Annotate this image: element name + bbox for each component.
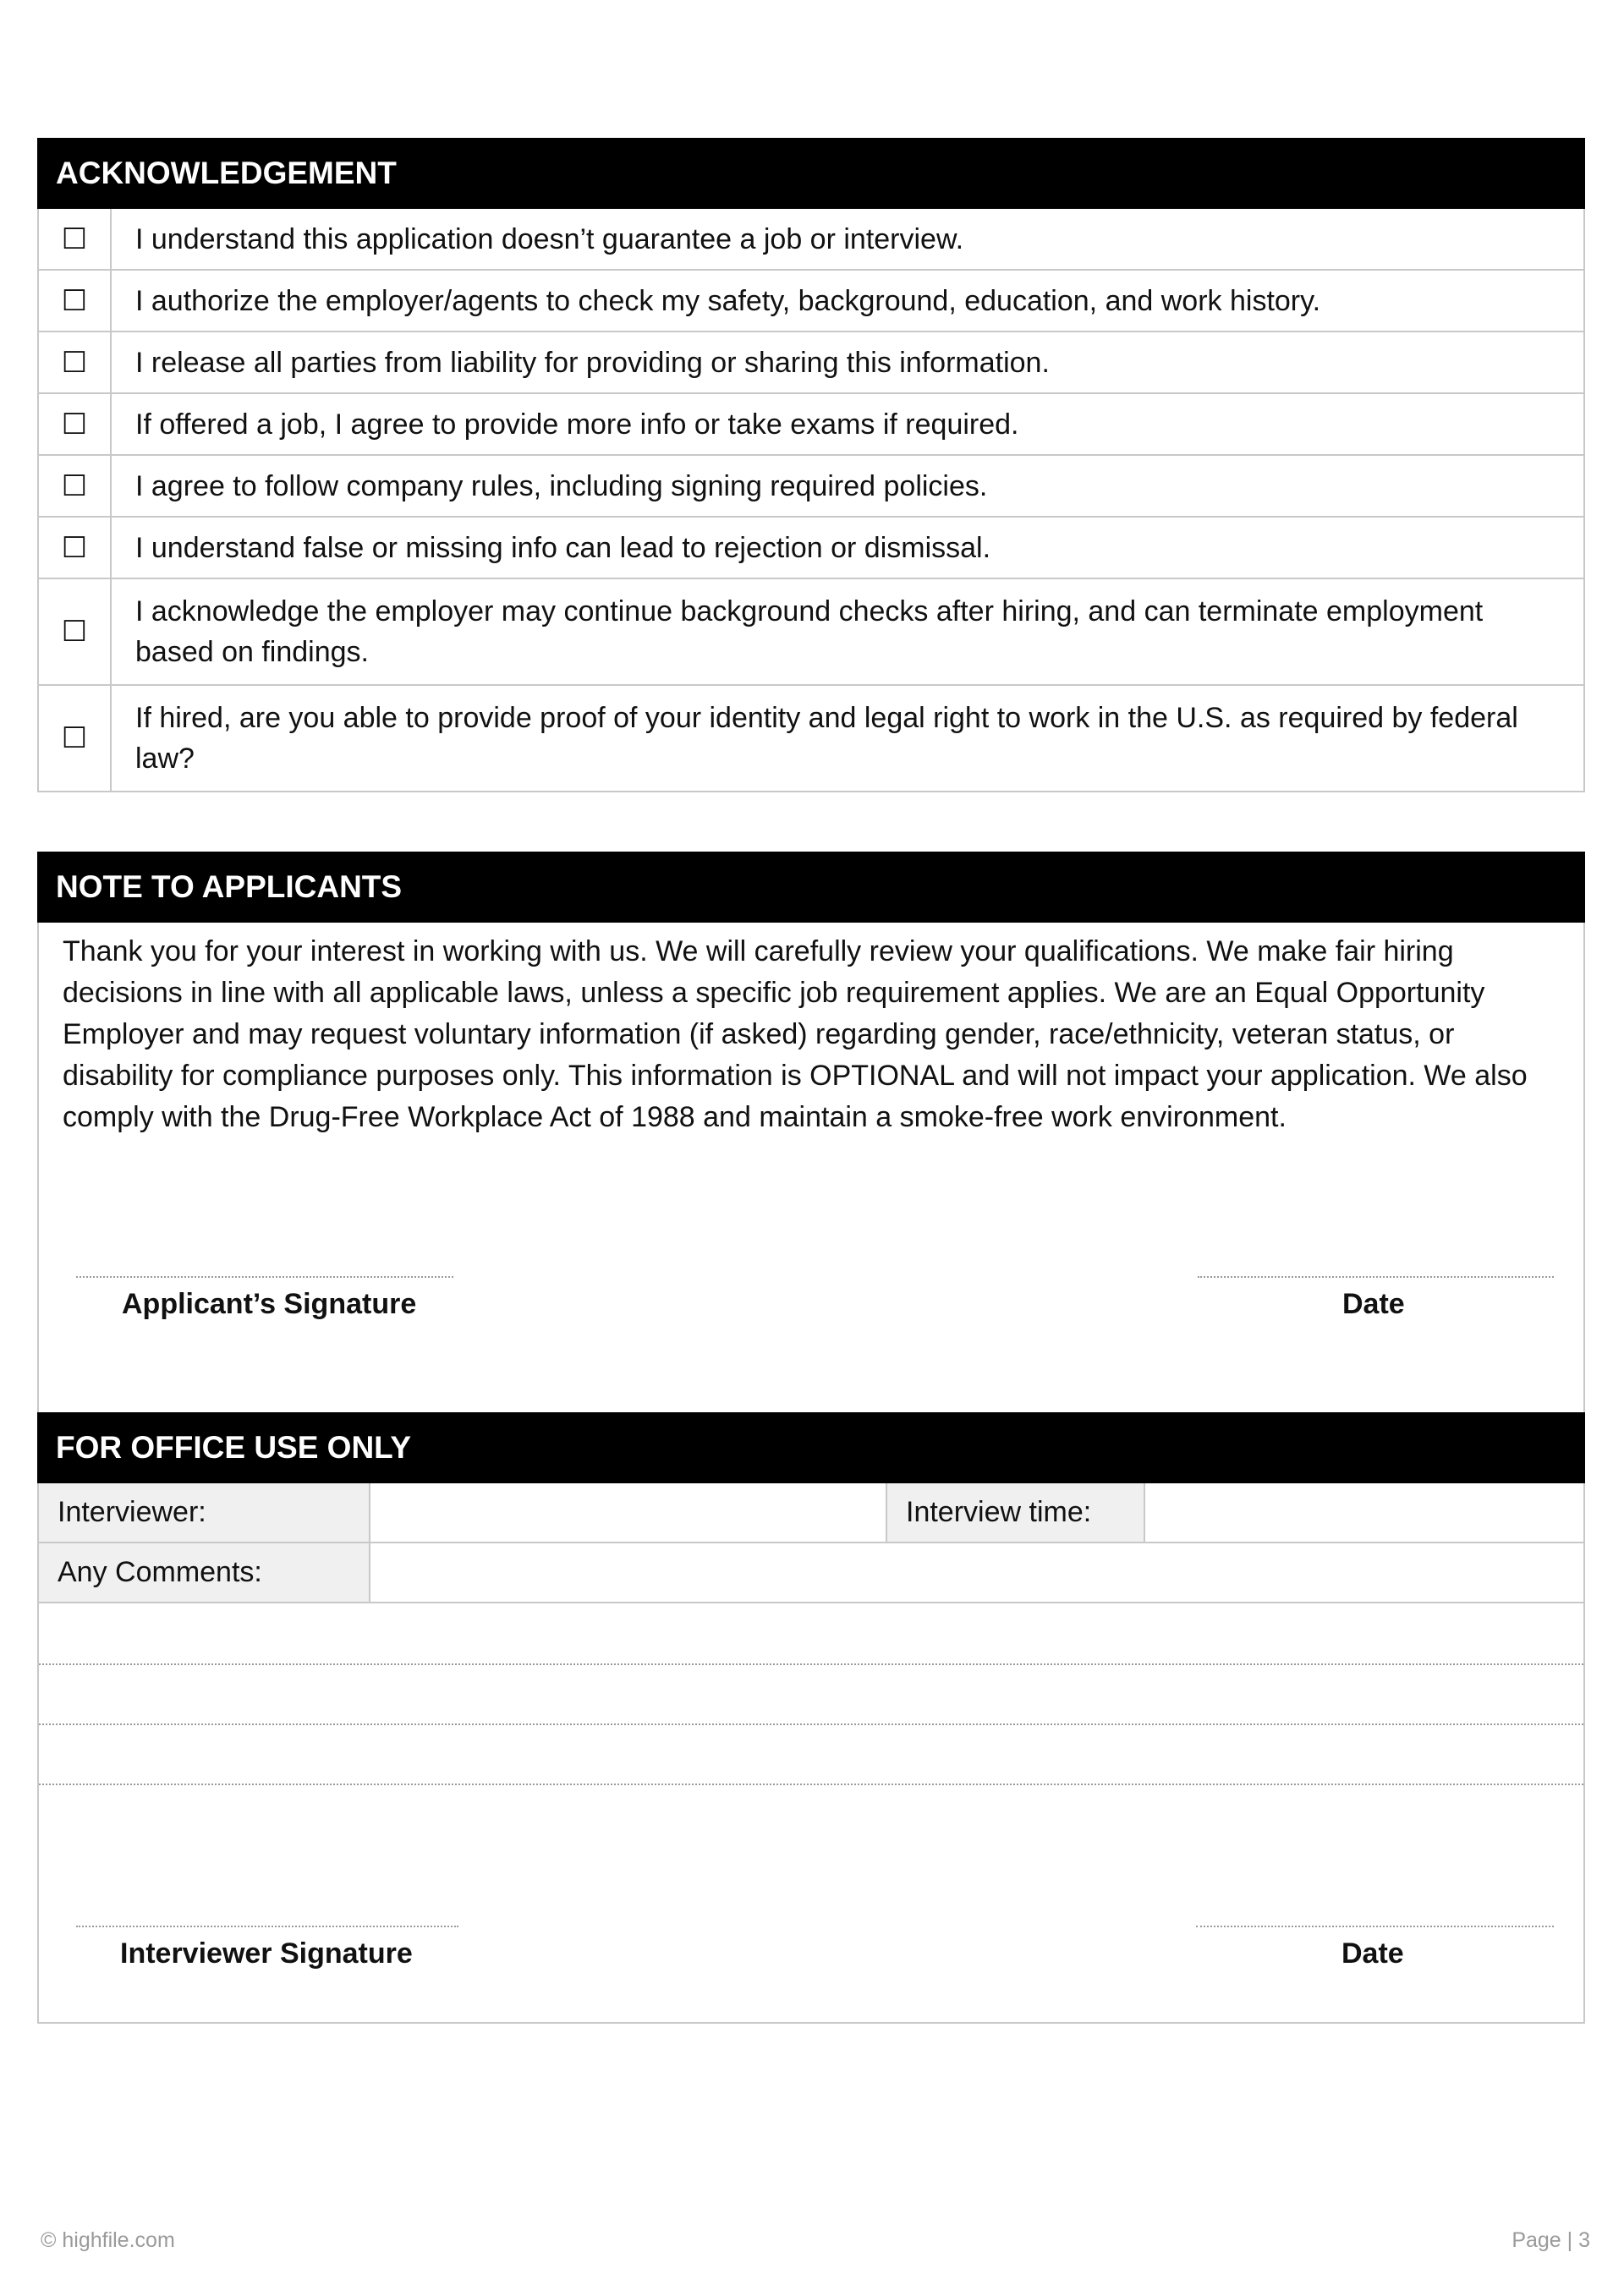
ack-item-text: If hired, are you able to provide proof of your identity and legal right to work in the U.S. as required by federal law? <box>135 702 1518 775</box>
interviewer-row <box>39 1483 1583 1543</box>
checkbox[interactable]: ☐ <box>39 686 112 791</box>
note-section <box>37 852 1585 1423</box>
checkbox[interactable]: ☐ <box>39 394 112 454</box>
applicant-signature-line[interactable] <box>76 1276 453 1278</box>
footer-copyright: © highfile.com <box>41 2228 175 2252</box>
office-section <box>37 1412 1585 2024</box>
interviewer-date-label: Date <box>1341 1937 1404 1970</box>
comments-label: Any Comments: <box>39 1543 370 1602</box>
comment-line[interactable] <box>39 1723 1583 1725</box>
interviewer-label: Interviewer: <box>39 1483 370 1542</box>
note-text: Thank you for your interest in working with us. We will carefully review your qualifications. We make fair hiring decisions in line with all applicable laws, unless a specific job requirement applies. We are an Equal Opportunity Employer and may request voluntary information (if asked) regarding gender, race/ethnicity, veteran status, or disability for compliance purposes only. This information is OPTIONAL and will not impact your application. We also comply with the Drug-Free Workplace Act of 1988 and maintain a smoke-free work environment. <box>63 935 1528 1133</box>
checkbox[interactable]: ☐ <box>39 518 112 578</box>
applicant-signature-label: Applicant’s Signature <box>122 1288 417 1320</box>
interview-time-field[interactable] <box>1145 1483 1583 1542</box>
interviewer-signature-line[interactable] <box>76 1926 458 1927</box>
acknowledgement-table <box>37 209 1585 792</box>
note-header: NOTE TO APPLICANTS <box>37 852 1585 923</box>
note-body <box>37 923 1585 1423</box>
ack-row <box>39 686 1583 792</box>
checkbox[interactable]: ☐ <box>39 209 112 269</box>
ack-row <box>39 518 1583 579</box>
ack-item-text: I release all parties from liability for providing or sharing this information. <box>135 346 1050 379</box>
comment-line[interactable] <box>39 1784 1583 1785</box>
ack-item-text: I acknowledge the employer may continue background checks after hiring, and can terminate employment based on findings. <box>135 595 1484 668</box>
ack-item-text: I authorize the employer/agents to check my safety, background, education, and work history. <box>135 284 1321 317</box>
comments-field[interactable] <box>370 1543 1583 1602</box>
ack-row <box>39 209 1583 271</box>
checkbox[interactable]: ☐ <box>39 332 112 392</box>
interviewer-field[interactable] <box>370 1483 887 1542</box>
interviewer-signature-label: Interviewer Signature <box>120 1937 413 1970</box>
checkbox[interactable]: ☐ <box>39 579 112 684</box>
checkbox[interactable]: ☐ <box>39 456 112 516</box>
comments-row <box>39 1543 1583 1603</box>
interview-time-label: Interview time: <box>887 1483 1145 1542</box>
ack-row <box>39 394 1583 456</box>
checkbox[interactable]: ☐ <box>39 271 112 331</box>
ack-row <box>39 579 1583 686</box>
footer-page-number: Page | 3 <box>1512 2228 1590 2252</box>
ack-item-text: I agree to follow company rules, including signing required policies. <box>135 469 988 502</box>
office-header: FOR OFFICE USE ONLY <box>37 1412 1585 1483</box>
ack-row <box>39 332 1583 394</box>
applicant-date-line[interactable] <box>1198 1276 1554 1278</box>
applicant-date-label: Date <box>1342 1288 1405 1320</box>
ack-item-text: If offered a job, I agree to provide more info or take exams if required. <box>135 408 1019 441</box>
acknowledgement-header: ACKNOWLEDGEMENT <box>37 138 1585 209</box>
comment-line[interactable] <box>39 1663 1583 1665</box>
office-body <box>37 1483 1585 2024</box>
ack-item-text: I understand this application doesn’t guarantee a job or interview. <box>135 222 964 255</box>
acknowledgement-section <box>37 138 1585 792</box>
ack-row <box>39 271 1583 332</box>
interviewer-date-line[interactable] <box>1196 1926 1554 1927</box>
ack-row <box>39 456 1583 518</box>
ack-item-text: I understand false or missing info can lead to rejection or dismissal. <box>135 531 991 564</box>
